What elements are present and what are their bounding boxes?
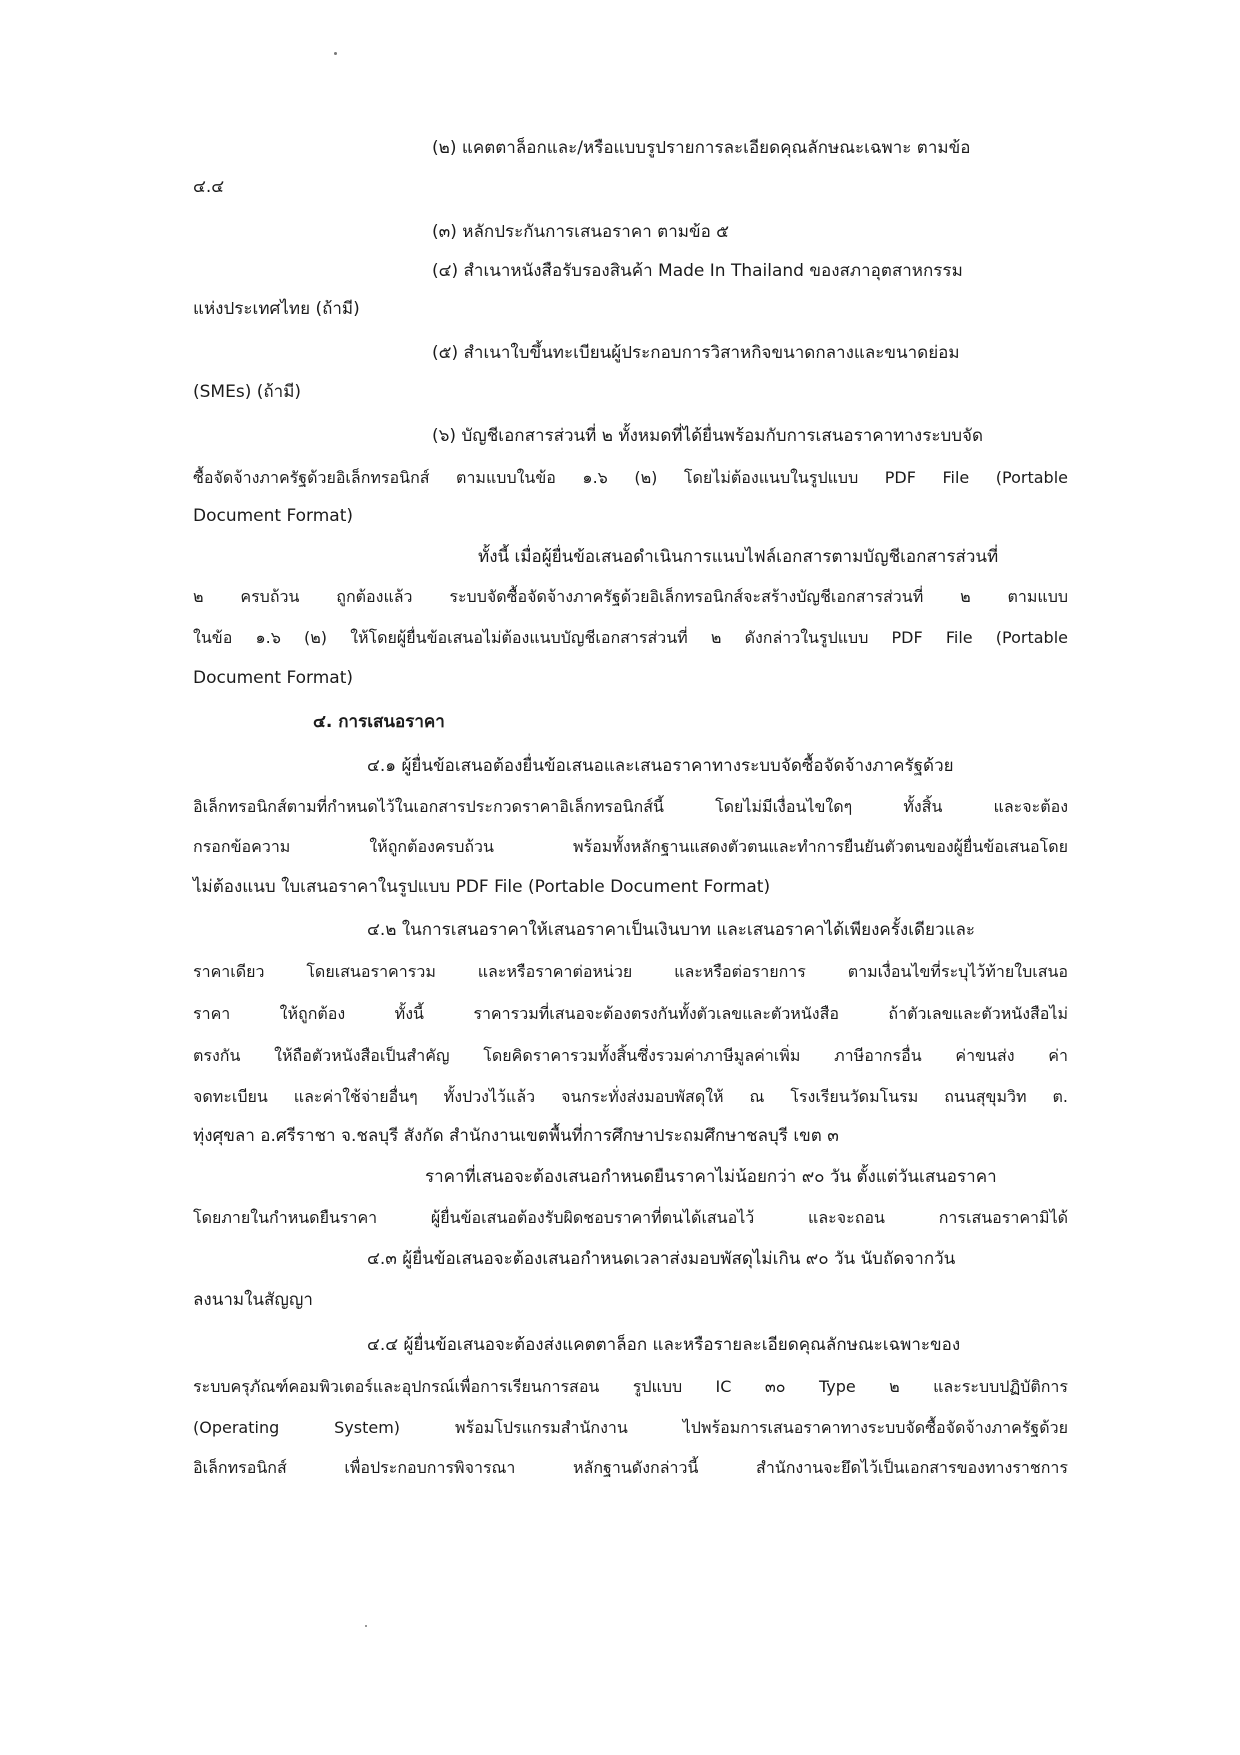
scan-speck (334, 52, 337, 55)
clause-4-2-line-1: ๔.๒ ในการเสนอราคาให้เสนอราคาเป็นเงินบาท และเสนอราคาได้เพียงครั้งเดียวและ (367, 920, 976, 940)
item-6-line-2: ซื้อจัดจ้างภาครัฐด้วยอิเล็กทรอนิกส์ ตามแบบในข้อ ๑.๖ (๒) โดยไม่ต้องแนบในรูปแบบ PDF File (Portable (193, 468, 1068, 487)
clause-4-4-line-4: อิเล็กทรอนิกส์ เพื่อประกอบการพิจารณา หลักฐานดังกล่าวนี้ สำนักงานจะยึดไว้เป็นเอกสารของทางราชการ (193, 1458, 1068, 1477)
clause-4-2-line-2: ราคาเดียว โดยเสนอราคารวม และหรือราคาต่อหน่วย และหรือต่อรายการ ตามเงื่อนไขที่ระบุไว้ท้ายใบเสนอ (193, 962, 1068, 981)
clause-4-2-line-4: ตรงกัน ให้ถือตัวหนังสือเป็นสำคัญ โดยคิดราคารวมทั้งสิ้นซึ่งรวมค่าภาษีมูลค่าเพิ่ม ภาษีอากรอื่น ค่าขนส่ง ค่า (193, 1046, 1068, 1065)
scan-speck (365, 1625, 367, 1627)
clause-4-3-line-2: ลงนามในสัญญา (193, 1290, 313, 1310)
note-line-3: ในข้อ ๑.๖ (๒) ให้โดยผู้ยื่นข้อเสนอไม่ต้องแนบบัญชีเอกสารส่วนที่ ๒ ดังกล่าวในรูปแบบ PDF File (Portable (193, 628, 1068, 647)
note-line-1: ทั้งนี้ เมื่อผู้ยื่นข้อเสนอดำเนินการแนบไฟล์เอกสารตามบัญชีเอกสารส่วนที่ (478, 547, 999, 567)
clause-4-1-line-2: อิเล็กทรอนิกส์ตามที่กำหนดไว้ในเอกสารประกวดราคาอิเล็กทรอนิกส์นี้ โดยไม่มีเงื่อนไขใดๆ ทั้งสิ้น และจะต้อง (193, 797, 1068, 816)
clause-4-3-line-1: ๔.๓ ผู้ยื่นข้อเสนอจะต้องเสนอกำหนดเวลาส่งมอบพัสดุไม่เกิน ๙๐ วัน นับถัดจากวัน (367, 1249, 956, 1269)
validity-line-1: ราคาที่เสนอจะต้องเสนอกำหนดยืนราคาไม่น้อยกว่า ๙๐ วัน ตั้งแต่วันเสนอราคา (425, 1167, 997, 1187)
clause-4-1-line-3: กรอกข้อความ ให้ถูกต้องครบถ้วน พร้อมทั้งหลักฐานแสดงตัวตนและทำการยืนยันตัวตนของผู้ยื่นข้อเสนอโดย (193, 837, 1068, 856)
item-2-line-2: ๔.๔ (193, 177, 225, 197)
item-4-line-1: (๔) สำเนาหนังสือรับรองสินค้า Made In Thailand ของสภาอุตสาหกรรม (432, 261, 963, 281)
item-4-line-2: แห่งประเทศไทย (ถ้ามี) (193, 299, 360, 319)
clause-4-2-line-3: ราคา ให้ถูกต้อง ทั้งนี้ ราคารวมที่เสนอจะต้องตรงกันทั้งตัวเลขและตัวหนังสือ ถ้าตัวเลขและตัวหนังสือไม่ (193, 1004, 1068, 1023)
section-4-heading: ๔. การเสนอราคา (313, 712, 445, 732)
note-line-2: ๒ ครบถ้วน ถูกต้องแล้ว ระบบจัดซื้อจัดจ้างภาครัฐด้วยอิเล็กทรอนิกส์จะสร้างบัญชีเอกสารส่วนที่ ๒ ตามแบบ (193, 587, 1068, 606)
item-6-line-1: (๖) บัญชีเอกสารส่วนที่ ๒ ทั้งหมดที่ได้ยื่นพร้อมกับการเสนอราคาทางระบบจัด (432, 426, 984, 446)
item-2-line-1: (๒) แคตตาล็อกและ/หรือแบบรูปรายการละเอียดคุณลักษณะเฉพาะ ตามข้อ (432, 138, 971, 158)
item-5-line-1: (๕) สำเนาใบขึ้นทะเบียนผู้ประกอบการวิสาหกิจขนาดกลางและขนาดย่อม (432, 343, 960, 363)
clause-4-1-line-4: ไม่ต้องแนบ ใบเสนอราคาในรูปแบบ PDF File (Portable Document Format) (193, 877, 771, 897)
clause-4-2-line-6: ทุ่งศุขลา อ.ศรีราชา จ.ชลบุรี สังกัด สำนักงานเขตพื้นที่การศึกษาประถมศึกษาชลบุรี เขต ๓ (193, 1126, 839, 1146)
clause-4-4-line-2: ระบบครุภัณฑ์คอมพิวเตอร์และอุปกรณ์เพื่อการเรียนการสอน รูปแบบ IC ๓๐ Type ๒ และระบบปฏิบัติการ (193, 1377, 1068, 1396)
clause-4-1-line-1: ๔.๑ ผู้ยื่นข้อเสนอต้องยื่นข้อเสนอและเสนอราคาทางระบบจัดซื้อจัดจ้างภาครัฐด้วย (367, 756, 954, 776)
clause-4-4-line-3: (Operating System) พร้อมโปรแกรมสำนักงาน ไปพร้อมการเสนอราคาทางระบบจัดซื้อจัดจ้างภาครัฐด้วย (193, 1418, 1068, 1437)
clause-4-4-line-1: ๔.๔ ผู้ยื่นข้อเสนอจะต้องส่งแคตตาล็อก และหรือรายละเอียดคุณลักษณะเฉพาะของ (367, 1335, 961, 1355)
item-3: (๓) หลักประกันการเสนอราคา ตามข้อ ๕ (432, 222, 730, 242)
validity-line-2: โดยภายในกำหนดยืนราคา ผู้ยื่นข้อเสนอต้องรับผิดชอบราคาที่ตนได้เสนอไว้ และจะถอน การเสนอราคามิได้ (193, 1208, 1068, 1227)
item-5-line-2: (SMEs) (ถ้ามี) (193, 382, 302, 402)
note-line-4: Document Format) (193, 668, 354, 688)
clause-4-2-line-5: จดทะเบียน และค่าใช้จ่ายอื่นๆ ทั้งปวงไว้แล้ว จนกระทั่งส่งมอบพัสดุให้ ณ โรงเรียนวัดมโนรม ถนนสุขุมวิท ต. (193, 1087, 1068, 1106)
item-6-line-3: Document Format) (193, 506, 354, 526)
